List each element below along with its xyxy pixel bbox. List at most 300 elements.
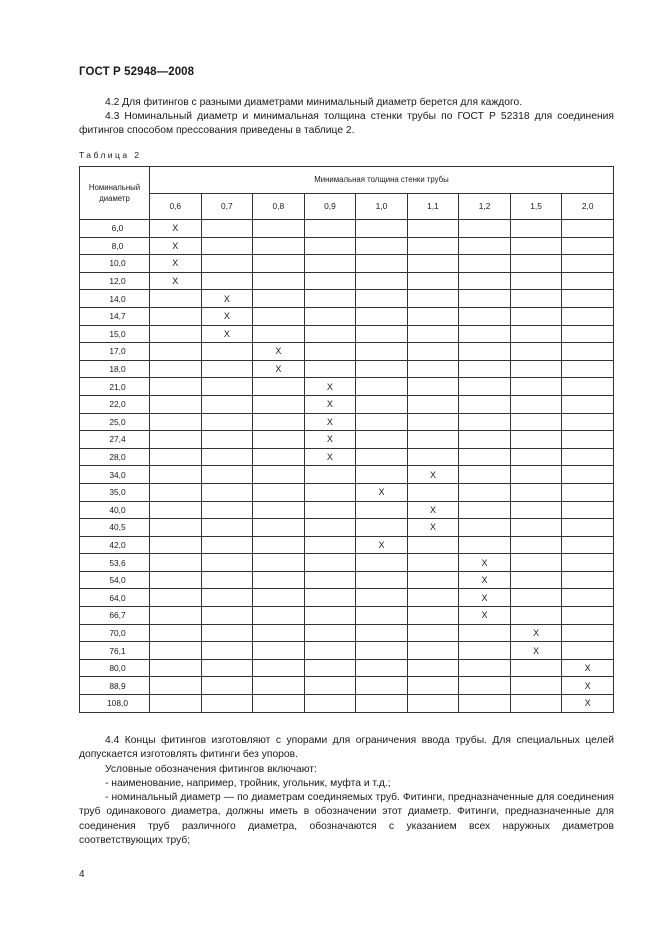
diameter-cell: 25,0 xyxy=(80,413,150,431)
thickness-cell xyxy=(253,466,305,484)
thickness-cell xyxy=(304,659,356,677)
table-row xyxy=(80,483,614,501)
table-row xyxy=(80,642,614,660)
thickness-cell xyxy=(562,325,614,343)
thickness-column-header: 1,0 xyxy=(356,193,408,220)
diameter-cell: 21,0 xyxy=(80,378,150,396)
applicable-mark: X xyxy=(430,504,437,515)
thickness-cell xyxy=(407,554,459,572)
thickness-column-header: 0,9 xyxy=(304,193,356,220)
thickness-cell xyxy=(201,378,253,396)
thickness-cell xyxy=(356,431,408,449)
thickness-cell xyxy=(459,255,511,273)
thickness-cell xyxy=(304,554,356,572)
applicable-mark: X xyxy=(481,610,488,621)
table-row xyxy=(80,378,614,396)
thickness-cell xyxy=(253,519,305,537)
thickness-cell xyxy=(356,237,408,255)
thickness-cell xyxy=(407,378,459,396)
thickness-cell xyxy=(304,677,356,695)
thickness-cell xyxy=(356,290,408,308)
thickness-cell xyxy=(253,360,305,378)
thickness-cell xyxy=(510,642,562,660)
thickness-cell xyxy=(253,607,305,625)
thickness-cell xyxy=(459,290,511,308)
thickness-cell xyxy=(150,448,202,466)
diameter-cell: 66,7 xyxy=(80,607,150,625)
thickness-cell xyxy=(253,483,305,501)
thickness-cell xyxy=(562,677,614,695)
thickness-cell xyxy=(201,448,253,466)
thickness-cell xyxy=(201,519,253,537)
thickness-cell xyxy=(459,343,511,361)
diameter-cell: 27,4 xyxy=(80,431,150,449)
thickness-cell xyxy=(356,501,408,519)
diameter-cell: 34,0 xyxy=(80,466,150,484)
thickness-cell xyxy=(201,325,253,343)
thickness-cell xyxy=(510,378,562,396)
thickness-cell xyxy=(356,624,408,642)
thickness-cell xyxy=(150,483,202,501)
thickness-cell xyxy=(253,536,305,554)
applicable-mark: X xyxy=(533,627,540,638)
thickness-cell xyxy=(201,255,253,273)
thickness-cell xyxy=(253,237,305,255)
thickness-cell xyxy=(407,695,459,713)
diameter-cell: 70,0 xyxy=(80,624,150,642)
thickness-cell xyxy=(459,360,511,378)
diameter-column-header: Номинальный диаметр xyxy=(80,167,150,220)
thickness-cell xyxy=(459,413,511,431)
thickness-cell xyxy=(201,589,253,607)
thickness-cell xyxy=(356,413,408,431)
thickness-cell xyxy=(562,431,614,449)
thickness-cell xyxy=(510,360,562,378)
thickness-cell xyxy=(356,483,408,501)
thickness-column-header: 1,2 xyxy=(459,193,511,220)
thickness-cell xyxy=(304,519,356,537)
thickness-cell xyxy=(407,290,459,308)
thickness-cell xyxy=(150,325,202,343)
thickness-cell xyxy=(562,642,614,660)
thickness-cell xyxy=(304,642,356,660)
thickness-cell xyxy=(150,220,202,238)
thickness-cell xyxy=(510,695,562,713)
applicable-mark: X xyxy=(481,592,488,603)
thickness-cell xyxy=(510,466,562,484)
thickness-cell xyxy=(201,607,253,625)
thickness-column-header: 0,8 xyxy=(253,193,305,220)
page-number: 4 xyxy=(79,869,85,880)
paragraph-4-3: 4.3 Номинальный диаметр и минимальная толщина стенки трубы по ГОСТ Р 52318 для соединения фитингов способом прессования приведены в таблице 2. xyxy=(79,111,614,136)
diameter-cell: 80,0 xyxy=(80,659,150,677)
diameter-cell: 10,0 xyxy=(80,255,150,273)
applicable-mark: X xyxy=(223,328,230,339)
thickness-cell xyxy=(407,677,459,695)
thickness-cell xyxy=(356,659,408,677)
thickness-cell xyxy=(304,448,356,466)
thickness-cell xyxy=(356,607,408,625)
paragraph-conventions: Условные обозначения фитингов включают: xyxy=(105,763,317,775)
thickness-cell xyxy=(253,695,305,713)
applicable-mark: X xyxy=(223,311,230,322)
table-row xyxy=(80,307,614,325)
thickness-cell xyxy=(150,589,202,607)
thickness-cell xyxy=(459,642,511,660)
diameter-cell: 108,0 xyxy=(80,695,150,713)
thickness-cell xyxy=(304,466,356,484)
thickness-column-header: 0,7 xyxy=(201,193,253,220)
thickness-cell xyxy=(459,237,511,255)
thickness-cell xyxy=(562,343,614,361)
thickness-cell xyxy=(253,642,305,660)
applicable-mark: X xyxy=(275,346,282,357)
thickness-cell xyxy=(407,536,459,554)
thickness-cell xyxy=(459,378,511,396)
diameter-cell: 40,5 xyxy=(80,519,150,537)
table-row xyxy=(80,571,614,589)
thickness-cell xyxy=(562,413,614,431)
thickness-cell xyxy=(356,448,408,466)
diameter-cell: 14,0 xyxy=(80,290,150,308)
thickness-cell xyxy=(201,343,253,361)
thickness-cell xyxy=(201,554,253,572)
thickness-cell xyxy=(459,571,511,589)
table-row xyxy=(80,431,614,449)
thickness-cell xyxy=(510,659,562,677)
thickness-cell xyxy=(510,624,562,642)
thickness-cell xyxy=(407,255,459,273)
thickness-cell xyxy=(304,307,356,325)
thickness-cell xyxy=(150,378,202,396)
thickness-cell xyxy=(407,448,459,466)
applicable-mark: X xyxy=(430,469,437,480)
diameter-cell: 17,0 xyxy=(80,343,150,361)
thickness-cell xyxy=(356,536,408,554)
thickness-cell xyxy=(304,237,356,255)
diameter-cell: 6,0 xyxy=(80,220,150,238)
thickness-column-header: 0,6 xyxy=(150,193,202,220)
thickness-cell xyxy=(562,255,614,273)
thickness-cell xyxy=(304,695,356,713)
thickness-cell xyxy=(304,483,356,501)
thickness-cell xyxy=(356,677,408,695)
thickness-cell xyxy=(510,307,562,325)
diameter-cell: 54,0 xyxy=(80,571,150,589)
table-row xyxy=(80,325,614,343)
table-row xyxy=(80,413,614,431)
thickness-cell xyxy=(150,695,202,713)
thickness-cell xyxy=(562,237,614,255)
thickness-cell xyxy=(304,343,356,361)
thickness-column-header: 1,5 xyxy=(510,193,562,220)
diameter-cell: 40,0 xyxy=(80,501,150,519)
thickness-cell xyxy=(253,413,305,431)
thickness-cell xyxy=(510,220,562,238)
diameter-cell: 64,0 xyxy=(80,589,150,607)
thickness-cell xyxy=(407,624,459,642)
thickness-cell xyxy=(201,307,253,325)
thickness-cell xyxy=(201,431,253,449)
thickness-cell xyxy=(510,290,562,308)
diameter-cell: 18,0 xyxy=(80,360,150,378)
table-row xyxy=(80,272,614,290)
table-row xyxy=(80,519,614,537)
applicable-mark: X xyxy=(172,258,179,269)
thickness-cell xyxy=(407,607,459,625)
thickness-cell xyxy=(201,290,253,308)
table-row xyxy=(80,501,614,519)
thickness-cell xyxy=(356,554,408,572)
thickness-cell xyxy=(356,589,408,607)
thickness-cell xyxy=(304,378,356,396)
applicable-mark: X xyxy=(326,434,333,445)
thickness-cell xyxy=(253,255,305,273)
table-row xyxy=(80,343,614,361)
applicable-mark: X xyxy=(326,452,333,463)
thickness-column-header: 2,0 xyxy=(562,193,614,220)
thickness-cell xyxy=(562,307,614,325)
thickness-cell xyxy=(304,255,356,273)
thickness-cell xyxy=(562,395,614,413)
thickness-cell xyxy=(510,448,562,466)
thickness-cell xyxy=(407,325,459,343)
thickness-cell xyxy=(253,431,305,449)
thickness-cell xyxy=(356,695,408,713)
thickness-cell xyxy=(562,501,614,519)
thickness-cell xyxy=(150,290,202,308)
thickness-cell xyxy=(510,395,562,413)
thickness-cell xyxy=(201,501,253,519)
table-row xyxy=(80,624,614,642)
thickness-cell xyxy=(356,255,408,273)
paragraph-4-2: 4.2 Для фитингов с разными диаметрами минимальный диаметр берется для каждого. xyxy=(105,97,523,108)
thickness-cell xyxy=(150,413,202,431)
thickness-cell xyxy=(201,395,253,413)
diameter-cell: 15,0 xyxy=(80,325,150,343)
thickness-cell xyxy=(407,431,459,449)
thickness-cell xyxy=(150,466,202,484)
thickness-cell xyxy=(407,571,459,589)
thickness-cell xyxy=(150,571,202,589)
thickness-cell xyxy=(150,519,202,537)
list-item: - наименование, например, тройник, угольник, муфта и т.д.; xyxy=(105,777,391,789)
thickness-cell xyxy=(253,307,305,325)
thickness-cell xyxy=(304,624,356,642)
thickness-cell xyxy=(407,360,459,378)
thickness-cell xyxy=(253,501,305,519)
diameter-cell: 14,7 xyxy=(80,307,150,325)
thickness-cell xyxy=(562,466,614,484)
table-caption: Таблица 2 xyxy=(79,150,142,160)
thickness-cell xyxy=(459,589,511,607)
thickness-cell xyxy=(459,220,511,238)
thickness-cell xyxy=(510,343,562,361)
thickness-cell xyxy=(407,659,459,677)
applicable-mark: X xyxy=(172,223,179,234)
thickness-cell xyxy=(510,589,562,607)
thickness-cell xyxy=(356,220,408,238)
thickness-cell xyxy=(407,343,459,361)
thickness-cell xyxy=(407,220,459,238)
diameter-cell: 8,0 xyxy=(80,237,150,255)
thickness-cell xyxy=(150,536,202,554)
thickness-cell xyxy=(201,413,253,431)
thickness-cell xyxy=(150,307,202,325)
thickness-cell xyxy=(201,642,253,660)
thickness-cell xyxy=(562,519,614,537)
thickness-cell xyxy=(356,343,408,361)
applicable-mark: X xyxy=(481,557,488,568)
body-section xyxy=(79,734,614,848)
thickness-cell xyxy=(510,483,562,501)
thickness-cell xyxy=(562,571,614,589)
thickness-cell xyxy=(253,659,305,677)
thickness-cell xyxy=(459,395,511,413)
thickness-cell xyxy=(562,290,614,308)
thickness-cell xyxy=(150,677,202,695)
thickness-cell xyxy=(356,325,408,343)
table-row xyxy=(80,395,614,413)
applicable-mark: X xyxy=(378,487,385,498)
thickness-cell xyxy=(562,360,614,378)
thickness-cell xyxy=(304,395,356,413)
thickness-cell xyxy=(201,360,253,378)
thickness-cell xyxy=(510,413,562,431)
thickness-cell xyxy=(201,483,253,501)
table-row xyxy=(80,466,614,484)
thickness-cell xyxy=(201,624,253,642)
thickness-cell xyxy=(407,589,459,607)
diameter-cell: 76,1 xyxy=(80,642,150,660)
thickness-cell xyxy=(407,501,459,519)
thickness-cell xyxy=(253,378,305,396)
thickness-cell xyxy=(201,536,253,554)
thickness-cell xyxy=(562,483,614,501)
thickness-cell xyxy=(304,589,356,607)
applicable-mark: X xyxy=(378,539,385,550)
diameter-cell: 28,0 xyxy=(80,448,150,466)
thickness-cell xyxy=(562,220,614,238)
thickness-cell xyxy=(356,395,408,413)
applicable-mark: X xyxy=(584,680,591,691)
thickness-cell xyxy=(562,536,614,554)
applicable-mark: X xyxy=(326,416,333,427)
thickness-cell xyxy=(150,607,202,625)
thickness-cell xyxy=(304,431,356,449)
thickness-cell xyxy=(459,677,511,695)
table-row xyxy=(80,659,614,677)
list-item: - номинальный диаметр — по диаметрам соединяемых труб. Фитинги, предназначенные для соединения труб одинакового диаметра, должны иметь в обозначении этот диаметр. Фитинги, предназначенные для соединения труб различного диаметра, обозначаются с указанием всех наружных диаметров соответствующих труб; xyxy=(79,792,614,847)
thickness-cell xyxy=(150,237,202,255)
thickness-cell xyxy=(459,483,511,501)
thickness-cell xyxy=(304,536,356,554)
diameter-cell: 22,0 xyxy=(80,395,150,413)
thickness-cell xyxy=(150,554,202,572)
thickness-cell xyxy=(562,659,614,677)
thickness-cell xyxy=(150,642,202,660)
table-row xyxy=(80,448,614,466)
thickness-cell xyxy=(459,659,511,677)
thickness-cell xyxy=(356,466,408,484)
table-row xyxy=(80,237,614,255)
thickness-cell xyxy=(459,466,511,484)
thickness-cell xyxy=(253,343,305,361)
thickness-cell xyxy=(407,272,459,290)
thickness-cell xyxy=(510,255,562,273)
thickness-cell xyxy=(459,272,511,290)
thickness-cell xyxy=(304,272,356,290)
table-row xyxy=(80,360,614,378)
thickness-cell xyxy=(459,307,511,325)
thickness-cell xyxy=(150,431,202,449)
applicable-mark: X xyxy=(275,364,282,375)
thickness-cell xyxy=(510,431,562,449)
thickness-cell xyxy=(150,624,202,642)
diameter-cell: 53,6 xyxy=(80,554,150,572)
thickness-cell xyxy=(562,589,614,607)
paragraph-4-4: 4.4 Концы фитингов изготовляют с упорами для ограничения ввода трубы. Для специальных целей допускается изготовлять фитинги без упоров. xyxy=(79,735,614,761)
thickness-cell xyxy=(510,272,562,290)
table-row xyxy=(80,695,614,713)
thickness-cell xyxy=(459,501,511,519)
thickness-cell xyxy=(356,307,408,325)
thickness-cell xyxy=(562,624,614,642)
table-row xyxy=(80,607,614,625)
thickness-cell xyxy=(407,413,459,431)
thickness-cell xyxy=(356,571,408,589)
document-header: ГОСТ Р 52948—2008 xyxy=(79,66,195,78)
thickness-cell xyxy=(562,378,614,396)
thickness-cell xyxy=(459,695,511,713)
applicable-mark: X xyxy=(533,645,540,656)
thickness-cell xyxy=(407,519,459,537)
thickness-cell xyxy=(304,501,356,519)
table-row xyxy=(80,589,614,607)
thickness-cell xyxy=(253,395,305,413)
thickness-cell xyxy=(253,677,305,695)
diameter-cell: 42,0 xyxy=(80,536,150,554)
thickness-cell xyxy=(253,448,305,466)
thickness-cell xyxy=(150,360,202,378)
thickness-cell xyxy=(304,220,356,238)
thickness-cell xyxy=(150,659,202,677)
thickness-cell xyxy=(459,607,511,625)
thickness-cell xyxy=(304,290,356,308)
thickness-cell xyxy=(253,554,305,572)
thickness-cell xyxy=(407,466,459,484)
thickness-cell xyxy=(201,466,253,484)
thickness-cell xyxy=(459,519,511,537)
thickness-cell xyxy=(253,325,305,343)
applicable-mark: X xyxy=(172,276,179,287)
thickness-cell xyxy=(201,677,253,695)
thickness-cell xyxy=(150,501,202,519)
thickness-cell xyxy=(562,695,614,713)
thickness-cell xyxy=(356,519,408,537)
thickness-cell xyxy=(459,431,511,449)
thickness-group-header: Минимальная толщина стенки трубы xyxy=(150,167,614,194)
thickness-cell xyxy=(562,448,614,466)
table-row xyxy=(80,220,614,238)
thickness-cell xyxy=(201,220,253,238)
thickness-cell xyxy=(201,571,253,589)
thickness-cell xyxy=(510,325,562,343)
table-row xyxy=(80,255,614,273)
thickness-cell xyxy=(304,607,356,625)
thickness-cell xyxy=(304,571,356,589)
applicable-mark: X xyxy=(481,575,488,586)
